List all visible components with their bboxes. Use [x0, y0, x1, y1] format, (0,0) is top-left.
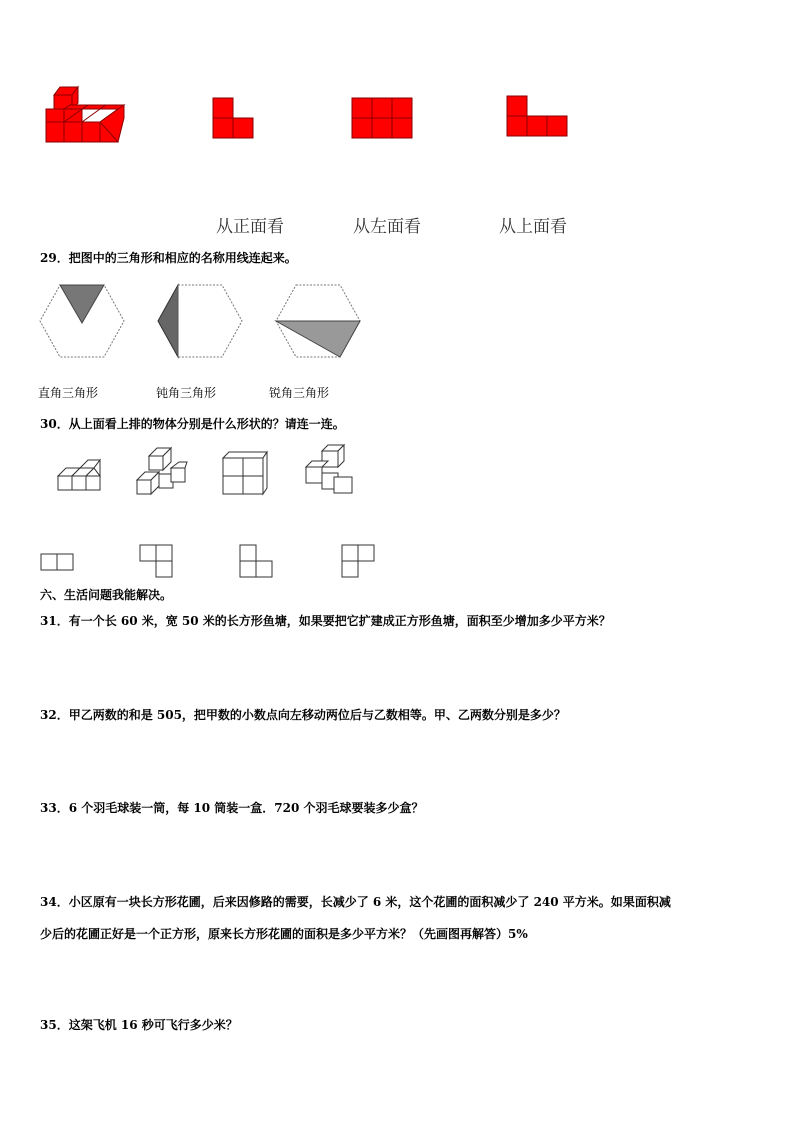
question-32: 32．甲乙两数的和是 505，把甲数的小数点向左移动两位后与乙数相等。甲、乙两数分别是多少？	[40, 708, 566, 722]
triangle-name-acute: 锐角三角形	[269, 386, 330, 400]
front-view-shape	[212, 97, 256, 139]
question-30: 30．从上面看上排的物体分别是什么形状的？请连一连。	[40, 417, 345, 431]
top-view-option-2	[139, 544, 177, 582]
view-label-front: 从正面看	[216, 217, 284, 237]
hexagon-obtuse-triangle	[274, 283, 362, 359]
hexagon-right-triangle	[156, 283, 244, 359]
question-34-line-1: 34．小区原有一块长方形花圃，后来因修路的需要，长减少了 6 米，这个花圃的面积减少了 240 平方米。如果面积减	[40, 895, 671, 909]
left-view-shape	[351, 97, 415, 139]
view-label-top: 从上面看	[499, 217, 567, 237]
cube-object-3	[221, 450, 269, 496]
cube-object-1	[56, 458, 104, 494]
view-label-left: 从左面看	[353, 217, 421, 237]
question-35: 35．这架飞机 16 秒可飞行多少米？	[40, 1018, 238, 1032]
question-33: 33．6 个羽毛球装一筒，每 10 筒装一盒．720 个羽毛球要装多少盒？	[40, 801, 424, 815]
question-31: 31．有一个长 60 米，宽 50 米的长方形鱼塘，如果要把它扩建成正方形鱼塘，面积至少增加多少平方米？	[40, 614, 611, 628]
triangle-name-right: 直角三角形	[38, 386, 99, 400]
question-34-line-2: 少后的花圃正好是一个正方形，原来长方形花圃的面积是多少平方米？（先画图再解答）5%	[40, 927, 528, 941]
question-29: 29．把图中的三角形和相应的名称用线连起来。	[40, 251, 297, 265]
top-view-option-4	[341, 544, 379, 582]
top-view-option-1	[40, 553, 76, 573]
cube-object-4	[300, 443, 356, 495]
section-6-title: 六、生活问题我能解决。	[40, 588, 173, 602]
hexagon-acute-triangle	[38, 283, 126, 359]
triangle-name-obtuse: 钝角三角形	[156, 386, 217, 400]
top-view-option-3	[239, 544, 277, 582]
cube-object-2	[135, 446, 189, 498]
top-view-shape	[506, 95, 570, 137]
red-cube-solid	[44, 84, 126, 146]
